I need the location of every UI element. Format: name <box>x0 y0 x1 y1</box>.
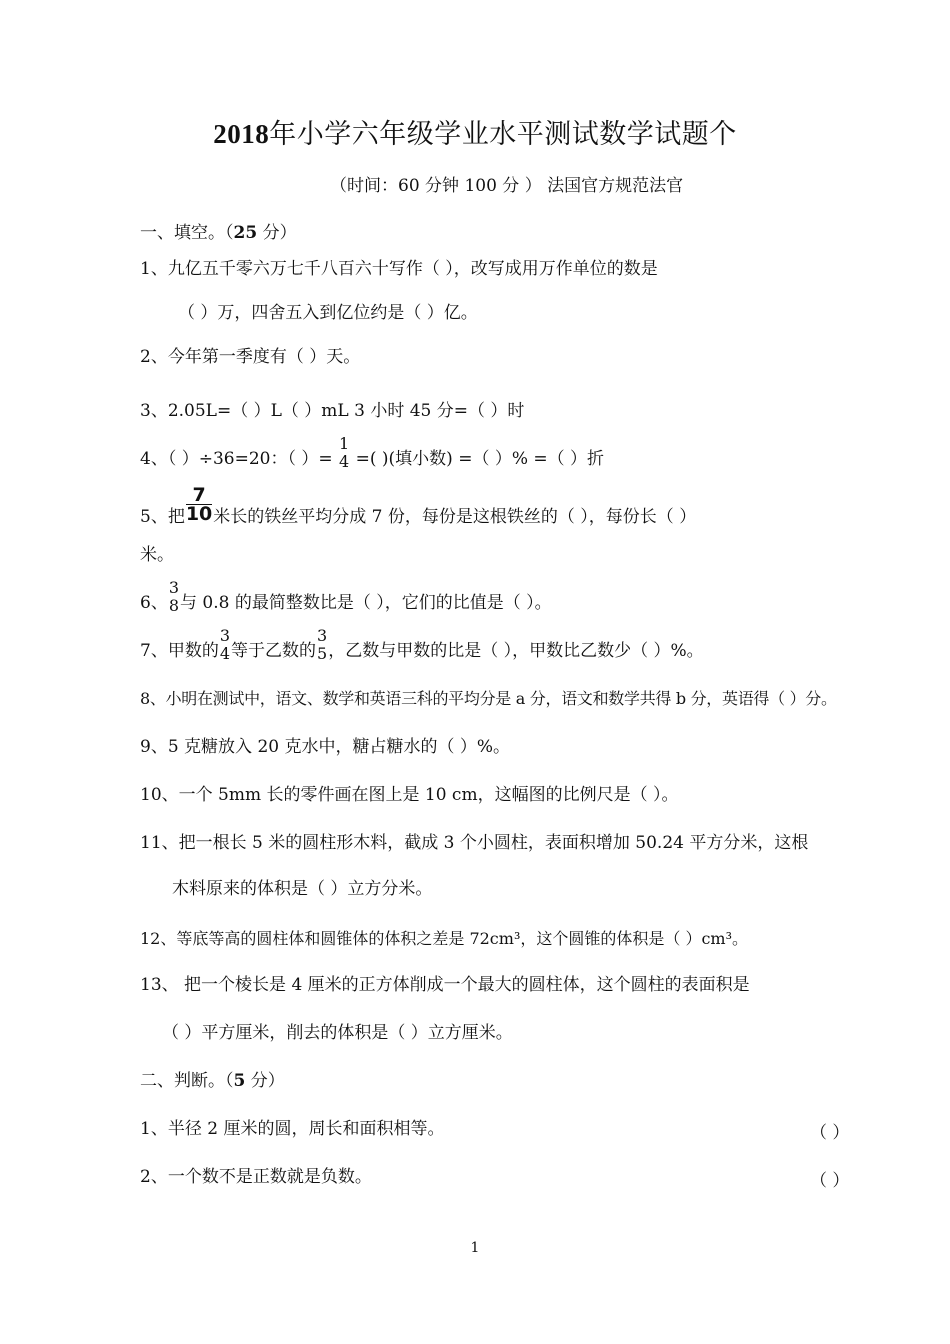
section-1-heading: 一、填空。（25 分） <box>140 223 297 243</box>
judge-question-1: 1、半径 2 厘米的圆，周长和面积相等。 <box>140 1119 445 1139</box>
question-1-line-1: 1、九亿五千零六万七千八百六十写作（ ），改写成用万作单位的数是 <box>140 259 658 279</box>
judge-answer-blank-2: （ ） <box>810 1171 850 1191</box>
question-8: 8、小明在测试中，语文、数学和英语三科的平均分是 a 分，语文和数学共得 b 分，英语得（ ）分。 <box>140 689 837 708</box>
title-text: 年小学六年级学业水平测试数学试题个 <box>269 119 737 150</box>
question-6: 6、 3 8 与 0.8 的最简整数比是（ ），它们的比值是（ ）。 <box>140 577 552 615</box>
question-12: 12、等底等高的圆柱体和圆锥体的体积之差是 72cm³，这个圆锥的体积是（ ）cm³。 <box>140 929 748 948</box>
page-number: 1 <box>470 1240 480 1256</box>
question-10: 10、一个 5mm 长的零件画在图上是 10 cm，这幅图的比例尺是（ ）。 <box>140 785 679 805</box>
judge-answer-blank-1: （ ） <box>810 1123 850 1143</box>
fraction-7-10: $\frac{7}{10}$ <box>185 484 213 525</box>
question-11-line-2: 木料原来的体积是（ ）立方分米。 <box>172 879 433 899</box>
question-2: 2、今年第一季度有（ ）天。 <box>140 347 361 367</box>
exam-subtitle: （时间：60 分钟 100 分 ） 法国官方规范法官 <box>330 176 684 196</box>
fraction-3-8: 3 8 <box>168 577 180 615</box>
title-year: 2018 <box>213 119 270 149</box>
question-5-line-2: 米。 <box>140 545 174 565</box>
fraction-3-4: 3 4 <box>219 625 231 663</box>
question-13-line-2: （ ）平方厘米，削去的体积是（ ）立方厘米。 <box>162 1023 513 1043</box>
page-title <box>0 112 950 151</box>
question-11-line-1: 11、把一根长 5 米的圆柱形木料，截成 3 个小圆柱，表面积增加 50.24 平方分米，这根 <box>140 833 809 853</box>
fraction-3-5: 3 5 <box>317 625 328 663</box>
section-2-heading: 二、判断。（5 分） <box>140 1071 285 1091</box>
question-13-line-1: 13、 把一个棱长是 4 厘米的正方体削成一个最大的圆柱体，这个圆柱的表面积是 <box>140 975 750 995</box>
question-1-line-2: （ ）万，四舍五入到亿位约是（ ）亿。 <box>178 303 478 323</box>
question-5: 5、把 $\frac{7}{10}$ 米长的铁丝平均分成 7 份，每份是这根铁丝的（ ），每份长（ ） <box>140 484 697 527</box>
question-9: 9、5 克糖放入 20 克水中，糖占糖水的（ ）%。 <box>140 737 511 757</box>
question-4: 4、（ ）÷36=20：（ ）= 1 4 =( )(填小数) =（ ）% =（ ）折 <box>140 433 605 471</box>
fraction-1-4: 1 4 <box>339 433 350 471</box>
question-7: 7、甲数的 3 4 等于乙数的 3 5 ，乙数与甲数的比是（ ），甲数比乙数少（ ）%。 <box>140 625 704 663</box>
judge-question-2: 2、一个数不是正数就是负数。 <box>140 1167 372 1187</box>
question-3: 3、2.05L=（ ）L（ ）mL 3 小时 45 分=（ ）时 <box>140 401 525 421</box>
